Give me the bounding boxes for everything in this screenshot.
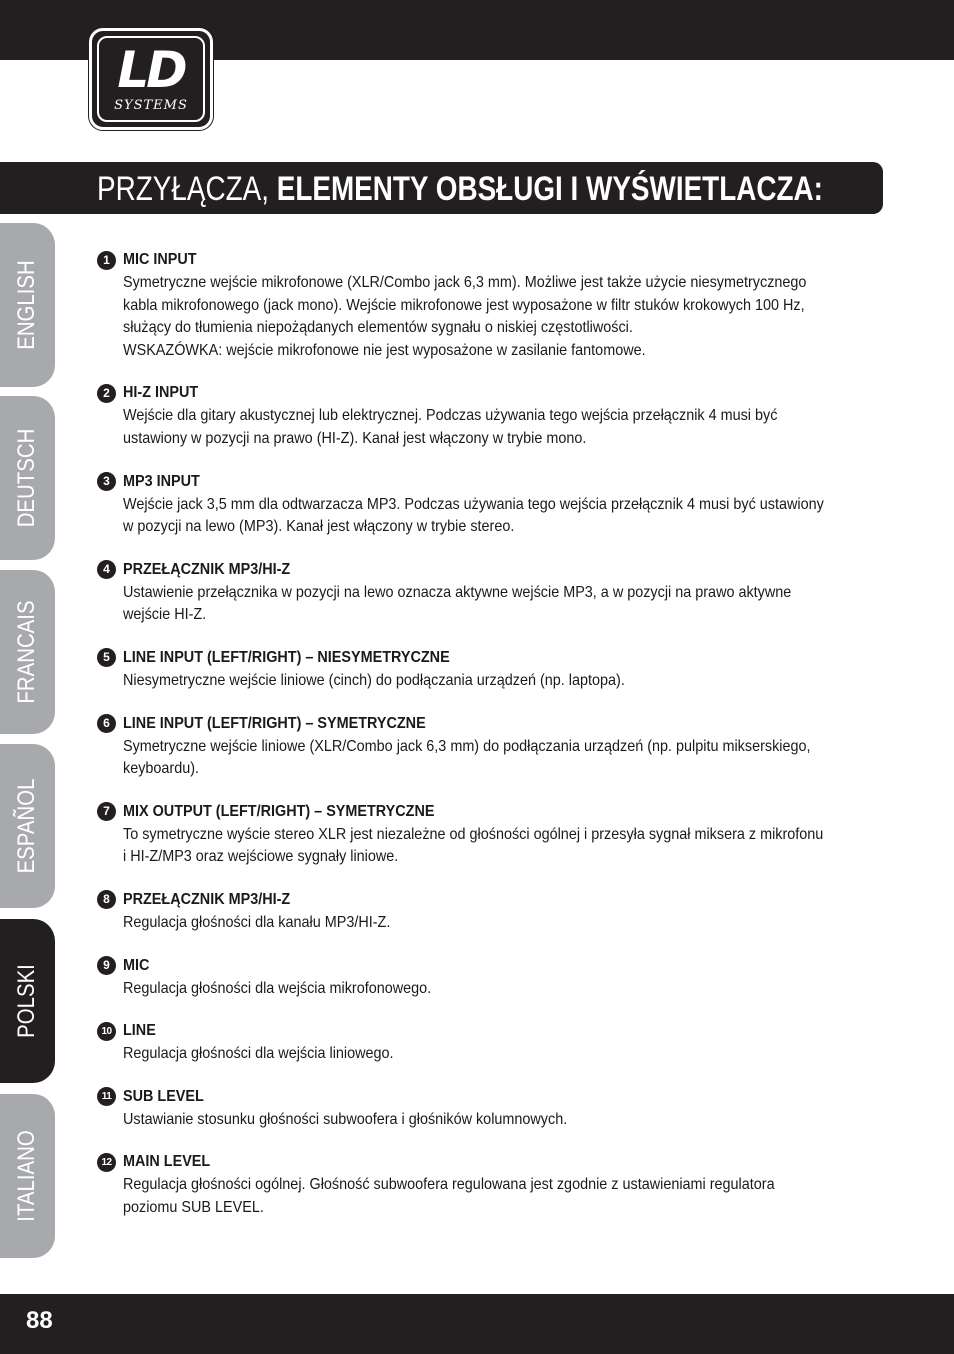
description-line: To symetryczne wyście stereo XLR jest niezależne od głośności ogólnej i przesyła sygnał miksera z mikrofonu (123, 825, 824, 843)
description-line: wejście HI-Z. (123, 606, 207, 624)
item-title: SUB LEVEL (123, 1087, 204, 1105)
description-line: Regulacja głośności dla kanału MP3/HI-Z. (123, 913, 391, 931)
logo-frame (97, 36, 205, 122)
item-number-badge: 6 (97, 714, 116, 733)
description-line: służący do tłumienia niepożądanych elementów sygnału o niskiej częstotliwości. (123, 319, 633, 337)
description-line: WSKAZÓWKA: wejście mikrofonowe nie jest wyposażone w zasilanie fantomowe. (123, 341, 646, 359)
tab-polski[interactable] (0, 919, 55, 1083)
description-line: kabla mikrofonowego (jack mono). Wejście mikrofonowe jest wyposażone w filtr stuków krokowych 100 Hz, (123, 296, 805, 314)
description-line: Symetryczne wejście liniowe (XLR/Combo jack 6,3 mm) do podłączania urządzeń (np. pulpitu mikserskiego, (123, 737, 811, 755)
ld-systems-logo (89, 28, 213, 130)
item-title: MIX OUTPUT (LEFT/RIGHT) – SYMETRYCZNE (123, 802, 435, 820)
list-item (97, 890, 867, 935)
item-number-badge: 11 (97, 1087, 116, 1106)
list-item (97, 560, 867, 627)
item-number-badge: 4 (97, 560, 116, 579)
item-number-badge: 7 (97, 802, 116, 821)
description-line: ustawiony w pozycji na prawo (HI-Z). Kanał jest włączony w trybie mono. (123, 429, 587, 447)
description-line: Regulacja głośności dla wejścia liniowego. (123, 1045, 394, 1063)
list-item (97, 472, 867, 539)
list-item (97, 383, 867, 450)
description-line: Symetryczne wejście mikrofonowe (XLR/Combo jack 6,3 mm). Możliwe jest także użycie niesymetrycznego (123, 274, 807, 291)
description-line: Ustawianie stosunku głośności subwoofera i głośników kolumnowych. (123, 1110, 568, 1128)
item-title: HI-Z INPUT (123, 384, 199, 402)
page-title-bold: ELEMENTY OBSŁUGI I WYŚWIETLACZA: (276, 170, 823, 208)
item-title: LINE INPUT (LEFT/RIGHT) – SYMETRYCZNE (123, 714, 426, 732)
tab-label: FRANCAIS (13, 600, 40, 704)
item-number-badge: 12 (97, 1153, 116, 1172)
logo-ld-text: LD (117, 41, 185, 99)
item-title: PRZEŁĄCZNIK MP3/HI-Z (123, 890, 291, 908)
list-item (97, 250, 867, 362)
tab-deutsch[interactable] (0, 396, 55, 560)
description-line: Niesymetryczne wejście liniowe (cinch) do podłączania urządzeń (np. laptopa). (123, 671, 625, 689)
item-title: PRZEŁĄCZNIK MP3/HI-Z (123, 560, 291, 578)
item-description (123, 1043, 866, 1066)
description-line: Ustawienie przełącznika w pozycji na lewo oznacza aktywne wejście MP3, a w pozycji na prawo aktywne (123, 583, 792, 601)
description-line: Regulacja głośności dla wejścia mikrofonowego. (123, 979, 432, 997)
item-description (123, 582, 866, 627)
page-number: 88 (26, 1307, 53, 1334)
item-number-badge: 10 (97, 1022, 116, 1041)
logo-systems-text: SYSTEMS (114, 98, 188, 113)
item-number-badge: 5 (97, 648, 116, 667)
tab-label: DEUTSCH (13, 428, 40, 528)
item-number-badge: 2 (97, 384, 116, 403)
item-title: MP3 INPUT (123, 472, 200, 490)
item-description (123, 405, 866, 450)
item-description (123, 978, 866, 1001)
section-title-bar (0, 162, 883, 214)
item-description (123, 824, 866, 869)
footer-bar (0, 1294, 954, 1354)
item-number-badge: 8 (97, 890, 116, 909)
description-line: poziomu SUB LEVEL. (123, 1198, 264, 1216)
tab-espanol[interactable] (0, 744, 55, 908)
list-item (97, 1087, 867, 1132)
tab-english[interactable] (0, 223, 55, 387)
item-description (123, 912, 866, 935)
description-line: i HI-Z/MP3 oraz wejściowe sygnały liniowe. (123, 848, 399, 866)
item-title: MAIN LEVEL (123, 1153, 211, 1171)
item-description (123, 272, 866, 362)
list-item (97, 714, 867, 781)
item-title: LINE (123, 1022, 156, 1040)
item-description (123, 1109, 866, 1132)
description-line: keyboardu). (123, 760, 200, 778)
tab-label: ENGLISH (13, 260, 40, 350)
list-item (97, 1152, 867, 1219)
tab-italiano[interactable] (0, 1094, 55, 1258)
item-title: MIC (123, 956, 150, 974)
item-number-badge: 3 (97, 472, 116, 491)
tab-label: POLSKI (13, 964, 40, 1038)
item-description (123, 670, 866, 693)
description-line: Wejście jack 3,5 mm dla odtwarzacza MP3. Podczas używania tego wejścia przełącznik 4 musi być ustawiony (123, 495, 824, 513)
item-description (123, 1174, 866, 1219)
item-number-badge: 9 (97, 956, 116, 975)
tab-label: ESPAÑOL (13, 778, 40, 874)
list-item (97, 802, 867, 869)
list-item (97, 648, 867, 693)
list-item (97, 1021, 867, 1066)
item-description (123, 494, 866, 539)
description-line: w pozycji na lewo (MP3). Kanał jest włączony w trybie stereo. (123, 518, 515, 536)
tab-francais[interactable] (0, 570, 55, 734)
tab-label: ITALIANO (13, 1130, 40, 1222)
controls-list (97, 250, 867, 1240)
page-title (97, 169, 823, 209)
item-title: LINE INPUT (LEFT/RIGHT) – NIESYMETRYCZNE (123, 648, 450, 666)
list-item (97, 956, 867, 1001)
item-description (123, 736, 866, 781)
page-title-light: PRZYŁĄCZA, (97, 170, 277, 208)
description-line: Regulacja głośności ogólnej. Głośność subwoofera regulowana jest zgodnie z ustawieniami regulatora (123, 1176, 775, 1194)
description-line: Wejście dla gitary akustycznej lub elektrycznej. Podczas używania tego wejścia przełącznik 4 musi być (123, 407, 778, 425)
item-number-badge: 1 (97, 251, 116, 270)
item-title: MIC INPUT (123, 251, 197, 268)
